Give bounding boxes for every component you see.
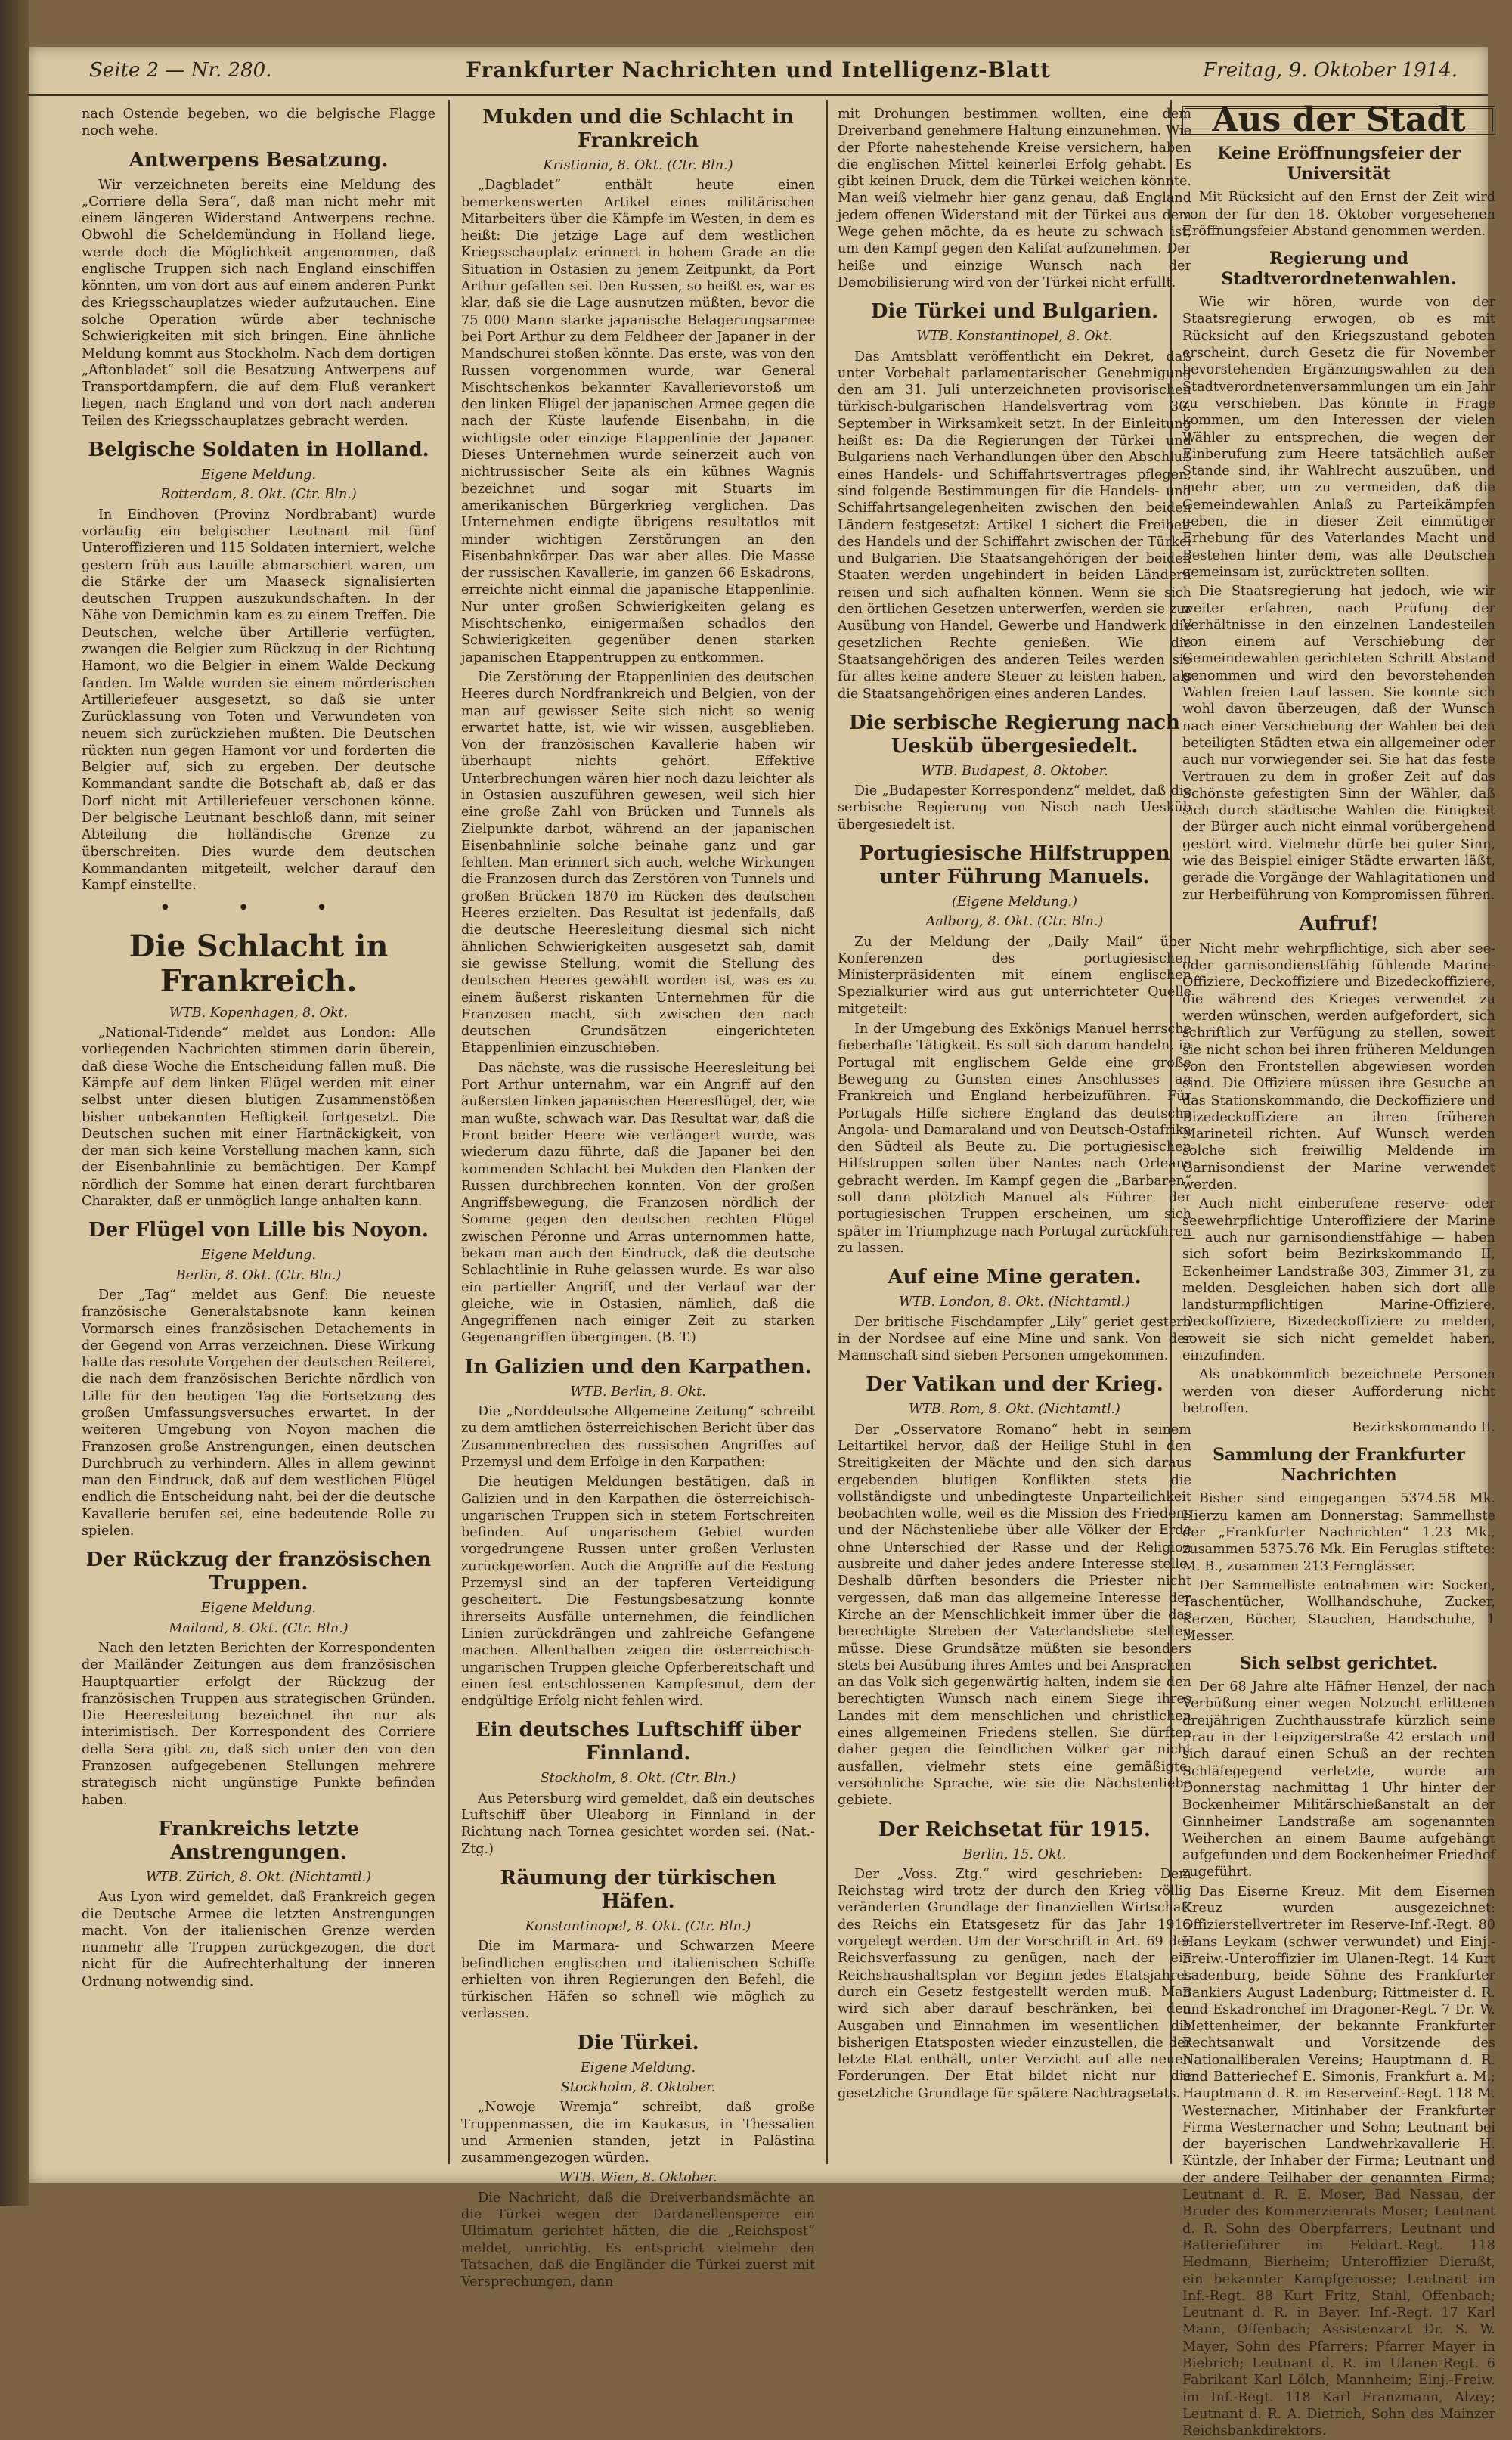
article-text: nach Ostende begeben, wo die belgische Flagge noch wehe. bbox=[82, 107, 435, 139]
headline: Ein deutsches Luftschiff über Finnland. bbox=[475, 1719, 801, 1766]
article-text: Nach den letzten Berichten der Korrespondenten der Mailänder Zeitungen aus dem französischen Hauptquartier erfolgt der Rückzug der französischen Truppen aus strategischen Gründen. Die Heeresleitung bezeichnet ihn nur als interimistisch. Der Korrespondent des Corriere della Sera gibt zu, daß sich unter den von den Franzosen aufgegebenen Stellungen mehrere strategisch nicht ungünstige Punkte befinden haben. bbox=[82, 1640, 435, 1808]
headline: Der Vatikan und der Krieg. bbox=[866, 1373, 1163, 1397]
headline: Portugiesische Hilfstruppen unter Führung Manuels. bbox=[859, 842, 1170, 888]
article-text: Der „Osservatore Romano“ hebt in seinem Leitartikel hervor, daß der Heilige Stuhl in den Streitigkeiten der Mächte und den sich daraus ergebenden blutigen Konflikten stets die vollständigste und unbedingteste Unparteilichkeit beobachten wolle, weil es die Mission des Friedens und der Nächstenliebe über alle Völker der Erde ohne Unterschied der Rasse und der Religion ausbreite und daher jedes andere Interesse stelle. Deshalb dürften besonders die Priester nicht vergessen, daß man das allgemeine Interesse der Kirche an der Menschlichkeit immer über die das berechtigte Streben der Vaterlandsliebe stellen müsse. Diese Grundsätze müßten sie besonders stets bei Ausübung ihres Amtes und bei Ansprachen an das Volk sich gegenwärtig halten, indem sie den berechtigten Wunsch nach einem Siege ihres Landes mit dem menschlichen und christlichen eines allgemeinen Friedens stellen. Sie dürften daher gegen die feindlichen Völker gar nicht ausfallen, vielmehr stets eine gemäßigte, versöhnliche Sprache, wie sie die Nächstenliebe gebiete. bbox=[838, 1422, 1191, 1809]
dateline: WTB. Rom, 8. Okt. (Nichtamtl.) bbox=[909, 1402, 1120, 1418]
column-4 bbox=[1182, 101, 1495, 2439]
headline: Regierung und Stadtverordnetenwahlen. bbox=[1221, 249, 1457, 290]
article-text: Die „Budapester Korrespondenz“ meldet, daß die serbische Regierung von Nisch nach Uesküb übergesiedelt ist. bbox=[838, 783, 1191, 832]
dateline: Aalborg, 8. Okt. (Ctr. Bln.) bbox=[925, 914, 1104, 930]
article-text: Das Amtsblatt veröffentlicht ein Dekret, daß unter Vorbehalt parlamentarischer Genehmigung den am 31. Juli unterzeichneten provisorischen türkisch-bulgarischen Handelsvertrag vom 30. September in Wirksamkeit setzt. In der Einleitung heißt es: Da die Regierungen der Türkei und Bulgariens nach Verhandlungen über den Abschluß eines Handels- und Schiffahrtsvertrages pflegen, sind folgende Bestimmungen für die Handels- und Schiffahrtsangelegenheiten zwischen den beiden Ländern festgesetzt: Artikel 1 sichert die Freiheit des Handels und der Schiffahrt zwischen der Türkei und Bulgarien. Die Staatsangehörigen der beiden Staaten werden ungehindert in beiden Ländern reisen und sich aufhalten können. Wenn sie sich den örtlichen Gesetzen unterwerfen, werden sie zur Ausübung von Handel, Gewerbe und Handwerk die gesetzlichen Rechte genießen. Wie die Staatsangehörigen des anderen Teiles werden sie für alles keine andere Steuer zu leisten haben, als die Staatsangehörigen eines anderen Landes. bbox=[838, 349, 1191, 702]
dateline: WTB. Wien, 8. Oktober. bbox=[559, 2170, 717, 2186]
article-text: Als unabkömmlich bezeichnete Personen werden von dieser Aufforderung nicht betroffen. bbox=[1182, 1367, 1495, 1416]
headline: Der Reichsetat für 1915. bbox=[878, 1818, 1151, 1841]
article-text: „Nowoje Wremja“ schreibt, daß große Truppenmassen, die im Kaukasus, in Thessalien und Armenien standen, jetzt in Palästina zusammengezogen würden. bbox=[461, 2100, 815, 2166]
article-text: In Eindhoven (Provinz Nordbrabant) wurde vorläufig ein belgischer Leutnant mit fünf Unteroffizieren und 115 Soldaten interniert, welche gestern früh aus Lauille abmarschiert waren, um die Stärke der um Maaseck signalisierten deutschen Truppen auszukundschaften. In der Nähe von Demichmin kam es zu einem Treffen. Die Deutschen, welche über Artillerie verfügten, zwangen die Belgier zum Rückzug in der Richtung Hamont, wo die Belgier in einem Walde Deckung fanden. Im Walde wurden sie einem mörderischen Artilleriefeuer ausgesetzt, so daß sie unter Zurücklassung von Toten und Verwundeten von neuem sich zurückziehen mußten. Die Deutschen rückten nun gegen Hamont vor und forderten die Belgier auf, sich zu ergeben. Der deutsche Kommandant sandte die Botschaft ab, daß er das Dorf nicht mit Artilleriefeuer verschonen könne. Der belgische Leutnant beschloß dann, mit seiner Abteilung die holländische Grenze zu überschreiten. Dies wurde dem deutschen Kommandanten mitgeteilt, welcher darauf den Kampf einstellte. bbox=[82, 507, 435, 894]
headline: Auf eine Mine geraten. bbox=[888, 1266, 1142, 1289]
article-text: Die Nachricht, daß die Dreiverbandsmächte an die Türkei wegen der Dardanellensperre ein Ultimatum gerichtet hätten, die die „Reichspost“ meldet, unrichtig. Es entspricht vielmehr den Tatsachen, daß die Engländer die Türkei zuerst mit Versprechungen, dann bbox=[461, 2190, 815, 2290]
column-rule bbox=[448, 100, 450, 2164]
binding-gutter bbox=[0, 0, 29, 2206]
dateline: Berlin, 15. Okt. bbox=[962, 1846, 1067, 1862]
dateline: WTB. Konstantinopel, 8. Okt. bbox=[916, 329, 1113, 345]
separator: • • • bbox=[159, 897, 358, 920]
newspaper-page bbox=[29, 47, 1495, 2439]
article-text: Bisher sind eingegangen 5374.58 Mk. Hierzu kamen am Donnerstag: Sammelliste der „Frankfurter Nachrichten“ 1.23 Mk., zusammen 5375.76 Mk. Ein Feruglas stiftete: M. B., zusammen 213 Fernglässer. bbox=[1182, 1491, 1495, 1574]
article-text: Der „Tag“ meldet aus Genf: Die neueste französische Generalstabsnote kann keinen Vormarsch eines französischen Detachements in der Gegend von Arras verzeichnen. Diese Wirkung hatte das resolute Vorgehen der deutschen Reiterei, die nach dem französischen Berichte nördlich von Lille für den heutigen Tag die Fortsetzung des großen Umfassungsversuches erwartet. In der weiteren Umgebung von Noyon machen die Franzosen große Anstrengungen, einen deutschen Durchbruch zu verhindern. Alles in allem gewinnt man den Eindruck, daß auf dem westlichen Flügel endlich die Entscheidung naht, bei der die deutsche Kavallerie berufen sei, eine bedeutende Rolle zu spielen. bbox=[82, 1287, 435, 1539]
dateline: Konstantinopel, 8. Okt. (Ctr. Bln.) bbox=[525, 1918, 751, 1934]
headline: Der Rückzug der französischen Truppen. bbox=[85, 1549, 432, 1595]
dateline: Rotterdam, 8. Okt. (Ctr. Bln.) bbox=[160, 487, 357, 503]
subheading: Eigene Meldung. bbox=[580, 2060, 696, 2076]
headline: Aufruf! bbox=[1299, 912, 1379, 935]
column-3 bbox=[838, 106, 1191, 2163]
dateline: Kristiania, 8. Okt. (Ctr. Bln.) bbox=[543, 158, 733, 173]
article-text: Die im Marmara- und Schwarzen Meere befindlichen englischen und italienischen Schiffe erhielten von ihren Regierungen den Befehl, die türkischen Häfen so schnell wie möglich zu verlassen. bbox=[461, 1939, 815, 2022]
article-text: Die „Norddeutsche Allgemeine Zeitung“ schreibt zu dem amtlichen österreichischen Bericht über das Zusammenbrechen des russischen Angriffes auf Przemysl und dem Erfolge in den Karpathen: bbox=[461, 1404, 815, 1470]
article-text: Das Eiserne Kreuz. Mit dem Eisernen Kreuz wurden ausgezeichnet: Offizierstellvertreter im Reserve-Inf.-Regt. 80 Hans Leykam (schwer verwundet) und Einj.-Freiw.-Unteroffizier im Ulanen-Regt. 14 Kurt Ladenburg, beide Söhne des Frankfurter Bankiers August Ladenburg; Rittmeister d. R. und Eskadronchef im Dragoner-Regt. 7 Dr. W. Mettenheimer, der bekannte Frankfurter Rechtsanwalt und Vorsitzende des Nationalliberalen Vereins; Hauptmann d. R. und Batteriechef E. Simonis, Frankfurt a. M.; Hauptmann d. R. im Reserveinf.-Regt. 118 M. Westernacher, Mitinhaber der Frankfurter Firma Westernacher und Sohn; Leutnant bei der bayerischen Landwehrkavallerie H. Küntzle, der Inhaber der Firma; Leutnant und der andere Teilhaber der genannten Firma; Leutnant d. R. E. Moser, Bad Nassau, der Bruder des Kommerzienrats Moser; Leutnant d. R. Sohn des Oberpfarrers; Leutnant und Batterieführer im Feldart.-Regt. 118 Hedmann, Bierheim; Unteroffizier Dierußt, ein bekannter Kampfgenosse; Leutnant im Inf.-Regt. 88 Kurt Fritz, Stahl, Offenbach; Leutnant d. R. in Bayer. Inf.-Regt. 17 Karl Mann, Offenbach; Assistenzarzt Dr. S. W. Mayer, Sohn des Pfarrers; Pfarrer Mayer in Biebrich; Leutnant d. R. im Ulanen-Regt. 6 Fabrikant Karl Lölch, Mannheim; Einj.-Freiw. im Inf.-Regt. 118 Karl Franzmann, Alzey; Leutnant d. R. A. Dietrich, Sohn des Mainzer Reichsbankdirektors. bbox=[1182, 1883, 1495, 2439]
article-text: mit Drohungen bestimmen wollten, eine dem Dreiverband genehmere Haltung einzunehmen. Wie der Pforte nahestehende Kreise versichern, haben die englischen Mittel keinerlei Erfolg gehabt. Es gibt keinen Druck, dem die Türkei weichen könnte. Man weiß vielmehr hier ganz genau, daß England jedem offenen Widerstand mit der Türkei aus dem Wege gehen möchte, da es heute zu schwach ist, um den Kampf gegen den Kalifat aufzunehmen. Der heiße und einzige Wunsch nach der Demobilisierung wird von der Türkei nicht erfüllt. bbox=[838, 107, 1191, 290]
article-text: Mit Rücksicht auf den Ernst der Zeit wird von der für den 18. Oktober vorgesehenen Eröffnungsfeier Abstand genommen werden. bbox=[1182, 190, 1495, 239]
article-text: Das nächste, was die russische Heeresleitung bei Port Arthur unternahm, war ein Angriff auf den äußersten linken japanischen Heeresflügel, der, wie man wußte, schwach war. Das Resultat war, daß die Front beider Heere wie verlängert wurde, was wiederum dazu führte, daß die Japaner bei den kommenden Schlacht bei Mukden den Flanken der Russen durchbrechen konnten. Von der großen Angriffsbewegung, die Franzosen nördlich der Somme gegen den deutschen rechten Flügel zwischen Péronne und Arras unternommen hatte, bekam man auch den Eindruck, daß die deutsche Schlachtlinie in Ruhe gelassen wurde. Es war also ein partieller Angriff, und der Verlauf war der gleiche, wie in Ostasien, nämlich, daß die Angegriffenen nach einiger Zeit zu starken Gegenangriffen übergingen. (B. T.) bbox=[461, 1060, 815, 1346]
masthead: Frankfurter Nachrichten und Intelligenz-Blatt bbox=[466, 57, 1051, 82]
section-title-box: Aus der Stadt bbox=[1182, 106, 1495, 135]
article-text: In der Umgebung des Exkönigs Manuel herrsche fieberhafte Tätigkeit. Es soll sich darum handeln, in Portugal mit englischem Gelde eine große Bewegung zu Gunsten eines Anschlusses an Frankreich und England herbeizuführen. Für Portugals Hilfe sichere England das deutsche Angola- und Damaraland und von Deutsch-Ostafrika den Südteil als Beute zu. Die portugiesischen Hilfstruppen sollen über Nantes nach Orleans gebracht werden. Im Kampf gegen die „Barbaren“ soll dann plötzlich Manuel als Führer der portugiesischen Truppen erscheinen, um sich später im Triumphzuge nach Portugal zurückführen zu lassen. bbox=[838, 1022, 1191, 1256]
dateline: Stockholm, 8. Oktober. bbox=[560, 2079, 716, 2095]
article-text: Aus Petersburg wird gemeldet, daß ein deutsches Luftschiff über Uleaborg in Finnland in der Richtung nach Tornea gesichtet worden sei. (Nat.-Ztg.) bbox=[461, 1790, 815, 1857]
subheading: Eigene Meldung. bbox=[200, 467, 317, 483]
headline: Der Flügel von Lille bis Noyon. bbox=[88, 1219, 429, 1242]
subheading: Eigene Meldung. bbox=[200, 1601, 317, 1617]
page-number: Seite 2 — Nr. 280. bbox=[89, 59, 272, 82]
dateline: Stockholm, 8. Okt. (Ctr. Bln.) bbox=[540, 1771, 736, 1787]
article-text: Der „Voss. Ztg.“ wird geschrieben: Dem Reichstag wird trotz der durch den Krieg völlig veränderten Grundlage der finanziellen Wirtschaft des Reichs ein Etatsgesetz für das Jahr 1915 vorgelegt werden. Um der Vorschrift in Art. 69 der Reichsverfassung zu genügen, nach der ein Reichshaushaltsplan vor Beginn jedes Etatsjahres durch ein Gesetz festgestellt werden muß. Man wird sich aber darauf beschränken, bei den Ausgaben und Einnahmen im wesentlichen die bisherigen Etatsposten wieder einzustellen, die der letzte Etat enthält, unter Verzicht auf alle neuen Forderungen. Der Etat bildet nicht nur die gesetzliche Grundlage für spätere Nachtragsetats. bbox=[838, 1866, 1191, 2101]
dateline: WTB. Budapest, 8. Oktober. bbox=[921, 763, 1108, 779]
article-text: „Dagbladet“ enthält heute einen bemerkenswerten Artikel eines militärischen Mitarbeiters über die Kämpfe im Westen, in dem es heißt: Die jetzige Lage auf dem westlichen Kriegsschauplatz erinnert in hohem Grade an die Situation in Ostasien zu jenem Zeitpunkt, da Port Arthur gefallen sei. Den Russen, so heißt es, war es klar, daß sie die Lage ausnutzen müßten, bevor die 75 000 Mann starke japanische Belagerungsarmee bei Port Arthur zu dem Feldheer der Japaner in der Mandschurei stoßen könnte. Das erste, was von den Russen vorgenommen wurde, war General Mischtschenkos bekannter Kavallerievorstoß um den linken Flügel der japanischen Armee gegen die nach der Küste laufende Eisenbahn, in die wichtigste oder einzige Etappenlinie der Japaner. Dieses Unternehmen wurde seinerzeit auch von nichtrussischer Seite als ein kühnes Wagnis bezeichnet und sogar mit Stuarts im amerikanischen Bürgerkrieg verglichen. Das Unternehmen endigte übrigens resultatlos mit minder wichtigen Zerstörungen an den Eisenbahnkörper. Das war aber alles. Die Masse der russischen Kavallerie, im ganzen 66 Eskadrons, erreichte nicht einmal die japanische Etappenlinie. Nur unter großen Schwierigkeiten gelang es Mischtschenko, einigermaßen schadlos den Schwierigkeiten gegenüber denen starken japanischen Etappentruppen zu entkommen. bbox=[461, 178, 815, 665]
dateline: WTB. London, 8. Okt. (Nichtamtl.) bbox=[898, 1294, 1131, 1310]
subheading: Eigene Meldung. bbox=[200, 1248, 317, 1263]
article-text: Die Zerstörung der Etappenlinien des deutschen Heeres durch Nordfrankreich und Belgien, von der man auf gewisser Seite sich nicht so wenig erwartet hatte, ist, wie wir wissen, ausgeblieben. Von der französischen Kavallerie haben wir überhaupt nichts gehört. Effektive Unterbrechungen wären hier noch dazu leichter als in Ostasien auszuführen gewesen, weil sich hier eine große Zahl von Brücken und Tunnels als Zielpunkte darbot, während an der japanischen Eisenbahnlinie solche beinahe ganz und gar fehlten. Man erinnert sich auch, welche Wirkungen die Franzosen durch das Zerstören von Tunnels und großen Brücken 1870 im Rücken des deutschen Heeres erzielten. Das Resultat ist jedenfalls, daß die deutsche Heeresleitung diesmal sich nicht ähnlichen Schwierigkeiten ausgesetzt sah, damit sie gewisse Stellung, womit die Stellung des deutschen Heeres gewählt worden ist, was es zu einem äußerst riskanten Unternehmen für die Franzosen macht, sich zwischen den nach deutschen Grundsätzen eingerichteten Etappenlinien einzuschieben. bbox=[461, 669, 815, 1056]
article-text: Der britische Fischdampfer „Lily“ geriet gestern in der Nordsee auf eine Mine und sank. Von der Mannschaft sind sieben Personen umgekommen. bbox=[838, 1314, 1191, 1364]
headline: Frankreichs letzte Anstrengungen. bbox=[158, 1817, 359, 1864]
headline: Sich selbst gerichtet. bbox=[1239, 1654, 1439, 1674]
headline: Mukden und die Schlacht in Frankreich bbox=[482, 106, 794, 152]
article-text: Zu der Meldung der „Daily Mail“ über Konferenzen des portugiesischen Ministerpräsidenten mit einem englischen Spezialkurier wird aus gut unterrichteter Quelle mitgeteilt: bbox=[838, 934, 1191, 1017]
dateline: WTB. Kopenhagen, 8. Okt. bbox=[169, 1005, 349, 1021]
headline: Die Türkei und Bulgarien. bbox=[870, 300, 1159, 324]
issue-date: Freitag, 9. Oktober 1914. bbox=[1203, 59, 1458, 82]
dateline: WTB. Berlin, 8. Okt. bbox=[570, 1384, 706, 1400]
headline: Die serbische Regierung nach Uesküb übergesiedelt. bbox=[849, 711, 1180, 758]
subheading: (Eigene Meldung.) bbox=[951, 894, 1078, 910]
article-text: „National-Tidende“ meldet aus London: Alle vorliegenden Nachrichten stimmen darin überein, daß diese Woche die Entscheidung fallen muß. Die Kämpfe auf dem linken Flügel werden mit einer selbst unter diesen blutigen Zusammenstößen bisher unbekannten Heftigkeit fortgesetzt. Die Deutschen suchen mit einer Hartnäckigkeit, von der man sich keine Vorstellung machen kann, sich der Eisenbahnlinie zu bemächtigen. Der Kampf nördlich der Somme hat einen derart furchtbaren Charakter, daß er unmöglich lange anhalten kann. bbox=[82, 1025, 435, 1210]
headline: Die Schlacht in Frankreich. bbox=[129, 928, 389, 999]
column-1 bbox=[82, 106, 435, 2163]
column-rule bbox=[826, 100, 828, 2164]
article-text: Wie wir hören, wurde von der Staatsregierung erwogen, ob es mit Rücksicht auf den Kriegszustand geboten erscheint, durch Gesetz die für November bevorstehenden Ergänzungswahlen zu den Stadtverordnetenversammlungen um ein Jahr zu verschieben. Das könnte in Frage kommen, um den Interessen der vielen Wähler zu entsprechen, die wegen der Einberufung zum Heere tatsächlich außer Stande sind, ihr Wahlrecht auszuüben, und mehr aber, um zu vermeiden, daß die Gemeindewahlen Anlaß zu Parteikämpfen geben, die in dieser Zeit einmütiger Erhebung für des Vaterlandes Macht und Bestehen hinter dem, was alle Deutschen gemeinsam ist, zurücktreten sollten. bbox=[1182, 295, 1495, 580]
article-text: Auch nicht einberufene reserve- oder seewehrpflichtige Unteroffiziere der Marine — auch nur garnisondienstfähige — haben sich sofort beim Bezirkskommando II, Eckenheimer Landstraße 303, Zimmer 31, zu melden. Desgleichen haben sich dort alle landsturmpflichtigen Marine-Offiziere, Deckoffiziere, Bizedeckoffiziere zu melden, soweit sie sich nicht gemeldet haben, einzufinden. bbox=[1182, 1196, 1495, 1363]
headline: In Galizien und den Karpathen. bbox=[464, 1355, 812, 1378]
article-text: Der Sammelliste entnahmen wir: Socken, Taschentücher, Wollhandschuhe, Zucker, Kerzen, Bücher, Stauchen, Handschuhe, 1 Messer. bbox=[1182, 1577, 1495, 1644]
page-header bbox=[29, 47, 1488, 96]
dateline: Berlin, 8. Okt. (Ctr. Bln.) bbox=[175, 1267, 342, 1283]
dateline: Mailand, 8. Okt. (Ctr. Bln.) bbox=[169, 1620, 349, 1636]
headline: Belgische Soldaten in Holland. bbox=[88, 439, 429, 462]
column-2 bbox=[461, 106, 815, 2290]
article-text: Aus Lyon wird gemeldet, daß Frankreich gegen die Deutsche Armee die letzten Anstrengungen macht. Von der italienischen Grenze werden nunmehr alle Truppen zurückgezogen, die dort nicht für die Aufrechterhaltung der inneren Ordnung notwendig sind. bbox=[82, 1890, 435, 1989]
headline: Keine Eröffnungsfeier der Universität bbox=[1217, 144, 1461, 184]
article-text: Nicht mehr wehrpflichtige, sich aber see- oder garnisondienstfähig fühlende Marine-Offiziere, Deckoffiziere und Bizedeckoffiziere, die während des Krieges verwendet zu werden wünschen, werden aufgefordert, sich schriftlich zur Verfügung zu stellen, soweit sie nicht schon bei ihren früheren Meldungen von den Frontstellen abgewiesen worden sind. Die Offiziere müssen ihre Gesuche an das Stationskommando, die Deckoffiziere und Bizedeckoffiziere an ihren früheren Marineteil richten. Auf Wunsch werden solche sich freiwillig Meldende im Garnisondienst der Marine verwendet werden. bbox=[1182, 941, 1495, 1193]
headline: Räumung der türkischen Häfen. bbox=[500, 1866, 776, 1913]
article-text: Die Staatsregierung hat jedoch, wie wir weiter erfahren, nach Prüfung der Verhältnisse in den einzelnen Landesteilen von einem auf Verschiebung der Gemeindewahlen gerichteten Schritt Abstand genommen und wird den bevorstehenden Wahlen freien Lauf lassen. Sie konnte sich wohl davon überzeugen, daß der Wunsch nach einer Verschiebung der Wahlen bei den beteiligten Städten etwa ein allgemeiner oder auch nur vorwiegender sei. Sie hat das feste Vertrauen zu dem in großer Zeit auf das Schönste gefestigten Sinn der Wähler, daß sich durch städtische Wahlen die Einigkeit der Bürger auch nicht einmal vorübergehend gestört wird. Vielmehr dürfe bei guter Sinn, wie das Beispiel einiger Städte erwarten läßt, gerade die Vorgänge der Wahlagitationen und zur Herbeiführung von Kompromissen führen. bbox=[1182, 584, 1495, 903]
article-text: Die heutigen Meldungen bestätigen, daß in Galizien und in den Karpathen die österreichisch-ungarischen Truppen sich in stetem Fortschreiten befinden. Auf ungarischem Gebiet wurden vorgedrungene Russen unter großen Verlusten zurückgeworfen. Auch die Angriffe auf die Festung Przemysl sind an der tapferen Verteidigung gescheitert. Die Festungsbesatzung konnte ihrerseits Ausfälle unternehmen, die feindlichen Linien zurückdrängen und zahlreiche Gefangene machen. Allenthalben zeigen die österreichisch-ungarischen Truppen gleiche Opferbereitschaft und einen fest entschlossenen Kampfesmut, dem der endgültige Erfolg nicht fehlen wird. bbox=[461, 1474, 815, 1710]
article-text: Der 68 Jahre alte Häfner Henzel, der nach Verbüßung einer wegen Notzucht erlittenen dreijährigen Zuchthausstrafe kürzlich seine Frau in der Leipzigerstraße 42 erstach und sich darauf einen Schuß an der rechten Schläfegegend verletzte, wurde am Donnerstag nachmittag 1 Uhr hinter der Bockenheimer Militärschießanstalt an der Ginnheimer Landstraße am sogenannten Weiherchen an einem Baume aufgehängt aufgefunden und dem Bockenheimer Friedhof zugeführt. bbox=[1182, 1679, 1495, 1880]
headline: Antwerpens Besatzung. bbox=[129, 148, 389, 172]
headline: Die Türkei. bbox=[577, 2031, 699, 2054]
dateline: WTB. Zürich, 8. Okt. (Nichtamtl.) bbox=[145, 1869, 372, 1885]
signature: Bezirkskommando II. bbox=[1352, 1420, 1495, 1436]
headline: Sammlung der Frankfurter Nachrichten bbox=[1213, 1445, 1465, 1486]
article-text: Wir verzeichneten bereits eine Meldung des „Corriere della Sera“, daß man nicht mehr mit einem längeren Widerstand Antwerpens rechne. Obwohl die Scheldemündung in Holland liege, werde doch die Möglichkeit angenommen, daß englische Truppen sich nach England einschiffen könnten, um von dort aus auf einem anderen Punkt des Kriegsschauplatzes wieder aufzutauchen. Eine solche Operation würde aber technische Schwierigkeiten mit sich bringen. Eine ähnliche Meldung kommt aus Stockholm. Nach dem dortigen „Aftonbladet“ soll die Besatzung Antwerpens auf Transportdampfern, die auf dem Fluß verankert liegen, nach England und von dort nach anderen Teilen des Kriegsschauplatzes gebracht werden. bbox=[82, 177, 435, 429]
